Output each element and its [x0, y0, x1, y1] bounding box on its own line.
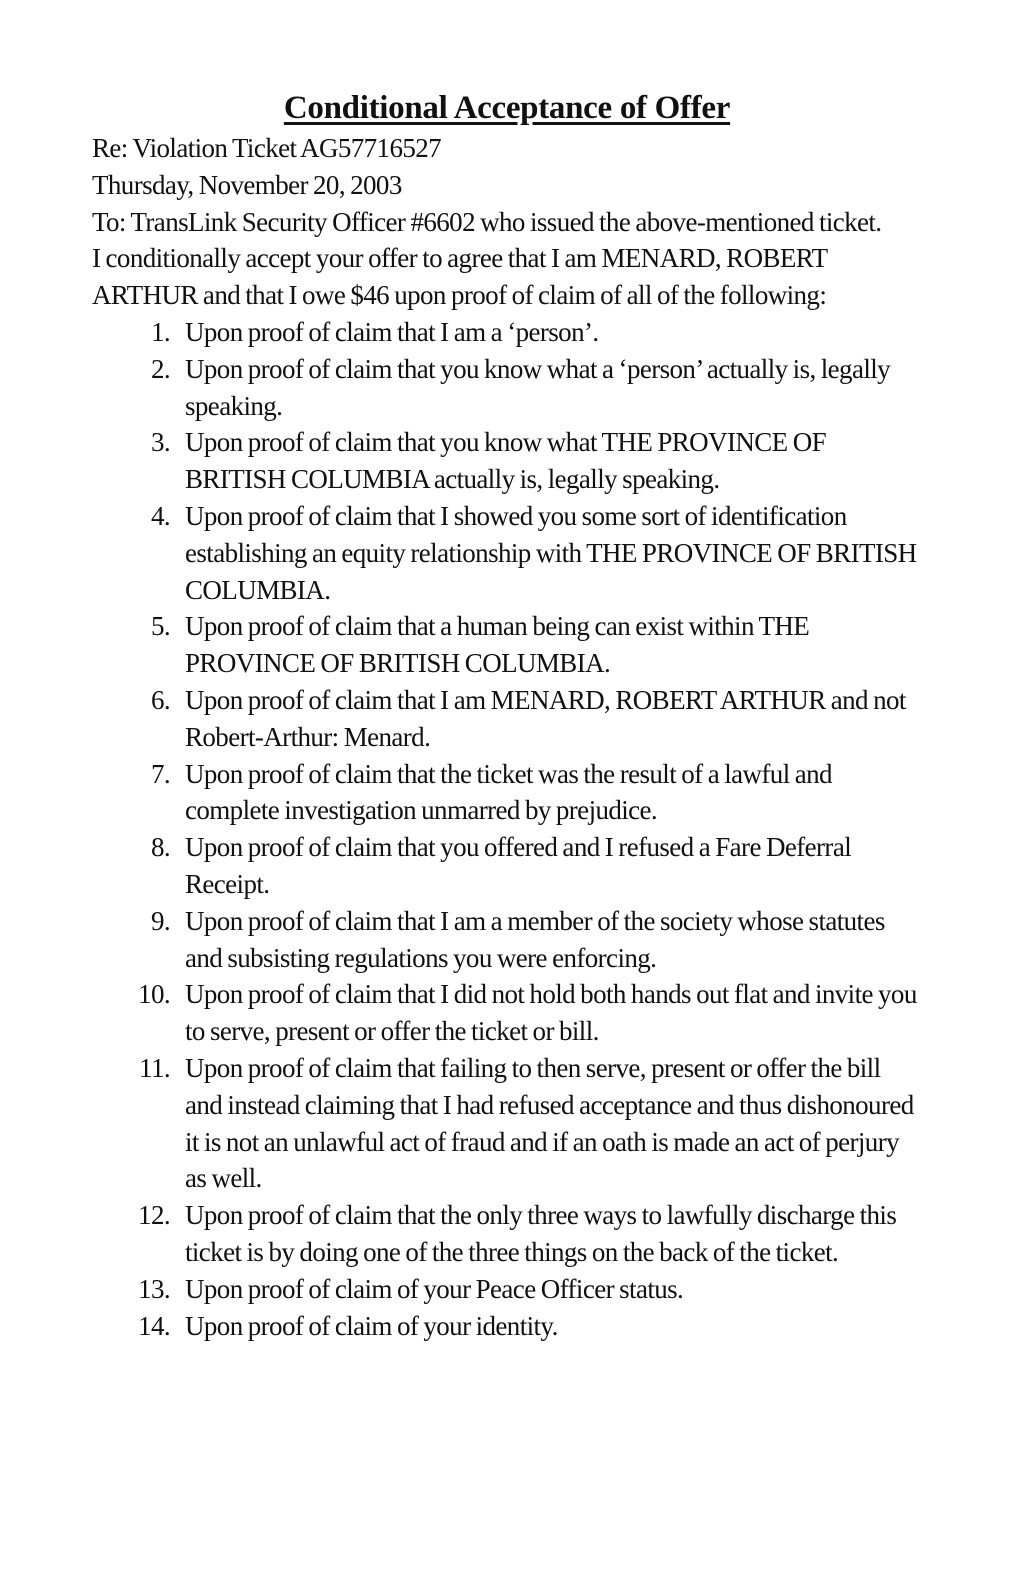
list-item-text: Upon proof of claim of your identity. [185, 1310, 558, 1341]
list-item-text: Upon proof of claim that you know what a ‘person’ actually is, legally speaking. [185, 353, 891, 421]
list-item-text: Upon proof of claim that you know what THE PROVINCE OF BRITISH COLUMBIA actually is, legally speaking. [185, 427, 827, 495]
list-item-number: 5. [150, 611, 170, 642]
document-title: Conditional Acceptance of Offer [283, 90, 731, 126]
re-line: Re: Violation Ticket AG57716527 [92, 133, 442, 163]
list-item-text: Upon proof of claim that I did not hold both hands out flat and invite you to serve, present or offer the ticket or bill. [185, 979, 917, 1047]
list-item-number: 7. [150, 758, 170, 789]
list-item [92, 829, 922, 903]
list-item [92, 682, 922, 756]
list-item [92, 903, 922, 977]
to-line: To: TransLink Security Officer #6602 who issued the above-mentioned ticket. [92, 206, 882, 237]
list-item-text: Upon proof of claim of your Peace Officer status. [185, 1273, 684, 1304]
list-item-text: Upon proof of claim that I am MENARD, ROBERT ARTHUR and not Robert-Arthur: Menard. [185, 684, 906, 752]
list-item-number: 6. [150, 684, 170, 715]
list-item [92, 1308, 922, 1345]
list-item-number: 9. [150, 905, 170, 936]
list-item-text: Upon proof of claim that I am a member of the society whose statutes and subsisting regulations you were enforcing. [185, 905, 885, 973]
list-item-number: 1. [150, 316, 170, 347]
intro-paragraph: I conditionally accept your offer to agree that I am MENARD, ROBERT ARTHUR and that I owe $46 upon proof of claim of all of the following: [92, 243, 827, 311]
list-item-number: 11. [139, 1052, 170, 1083]
list-item-number: 3. [150, 427, 170, 458]
list-item [92, 351, 922, 425]
list-item [92, 608, 922, 682]
document-page [92, 86, 922, 1344]
list-item-number: 12. [138, 1200, 170, 1231]
list-item-number: 4. [150, 500, 170, 531]
list-item-number: 13. [138, 1273, 170, 1304]
list-item [92, 424, 922, 498]
list-item-text: Upon proof of claim that failing to then serve, present or offer the bill and instead claiming that I had refused acceptance and thus dishonoured it is not an unlawful act of fraud and if an oath is made an act of perjury as well. [185, 1052, 914, 1194]
list-item [92, 498, 922, 608]
list-item-number: 8. [150, 832, 170, 863]
list-item [92, 1050, 922, 1197]
date-line: Thursday, November 20, 2003 [92, 169, 402, 200]
conditions-list [92, 314, 922, 1344]
list-item-number: 2. [150, 353, 170, 384]
list-item-text: Upon proof of claim that I showed you some sort of identification establishing an equity relationship with THE PROVINCE OF BRITISH COLUMBIA. [185, 500, 917, 605]
list-item [92, 314, 922, 351]
list-item-text: Upon proof of claim that the only three ways to lawfully discharge this ticket is by doing one of the three things on the back of the ticket. [185, 1200, 897, 1267]
list-item-number: 10. [138, 979, 170, 1010]
list-item [92, 1197, 922, 1271]
list-item-text: Upon proof of claim that the ticket was the result of a lawful and complete investigation unmarred by prejudice. [185, 758, 832, 826]
list-item-text: Upon proof of claim that you offered and I refused a Fare Deferral Receipt. [185, 832, 852, 899]
list-item [92, 976, 922, 1050]
list-item-text: Upon proof of claim that I am a ‘person’. [185, 316, 599, 347]
list-item [92, 756, 922, 830]
list-item [92, 1271, 922, 1308]
list-item-text: Upon proof of claim that a human being can exist within THE PROVINCE OF BRITISH COLUMBIA. [185, 611, 810, 679]
list-item-number: 14. [138, 1310, 170, 1341]
